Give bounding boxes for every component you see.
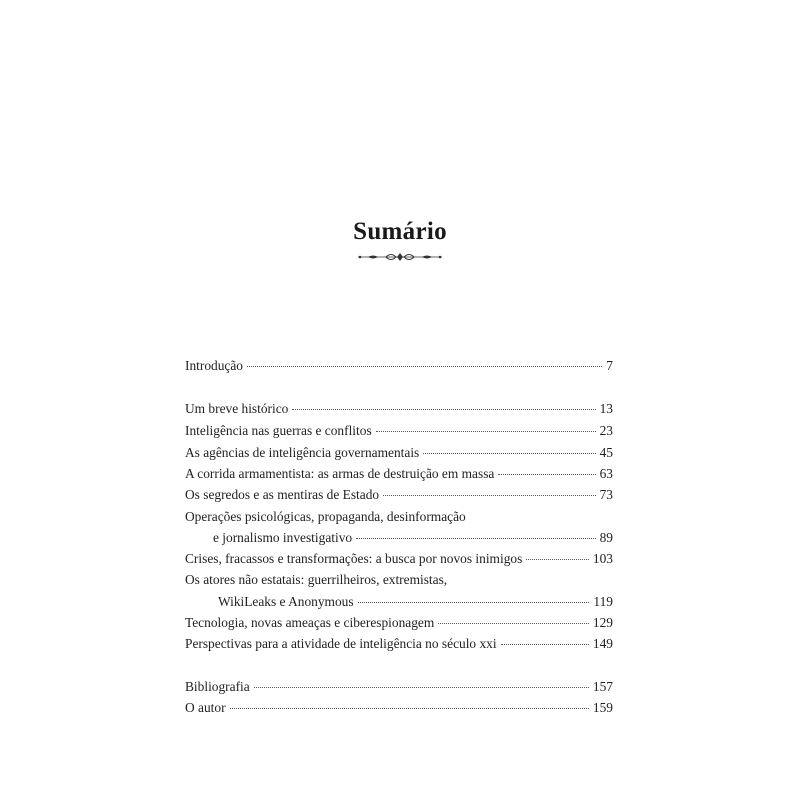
dot-leader [376, 431, 596, 432]
toc-entry-autor[interactable] [185, 698, 613, 718]
toc-entry-introducao[interactable] [185, 356, 613, 376]
toc-entry-perspectivas[interactable] [185, 634, 613, 654]
toc-entry-label: Um breve histórico [185, 401, 289, 416]
toc-entry-agencias[interactable] [185, 443, 613, 463]
toc-entry-label: Os segredos e as mentiras de Estado [185, 487, 380, 502]
dot-leader [254, 687, 589, 688]
toc-entry-page: 149 [592, 636, 613, 651]
toc-entry-label: Tecnologia, novas ameaças e ciberespionagem [185, 615, 435, 630]
toc-entry-page: 103 [592, 551, 613, 566]
dot-leader [526, 559, 589, 560]
toc-entry-operacoes[interactable] [213, 528, 613, 548]
dot-leader [498, 474, 595, 475]
toc-entry-label: Bibliografia [185, 679, 250, 694]
toc-entry-corrida[interactable] [185, 464, 613, 484]
toc-entry-label: A corrida armamentista: as armas de destruição em massa [185, 466, 495, 481]
toc-entry-tecnologia[interactable] [185, 613, 613, 633]
toc-entry-guerras[interactable] [185, 421, 613, 441]
dot-leader [356, 538, 596, 539]
toc-entry-label: As agências de inteligência governamentais [185, 445, 420, 460]
dot-leader [358, 602, 590, 603]
dot-leader [423, 453, 595, 454]
toc-entry-page: 45 [599, 445, 613, 460]
dot-leader [438, 623, 589, 624]
toc-entry-breve-historico[interactable] [185, 399, 613, 419]
toc-entry-segredos[interactable] [185, 485, 613, 505]
toc-entry-label: Crises, fracassos e transformações: a busca por novos inimigos [185, 551, 523, 566]
dot-leader [383, 495, 595, 496]
toc-entry-label: Perspectivas para a atividade de inteligência no século xxi [185, 636, 497, 651]
toc-entry-crises[interactable] [185, 549, 613, 569]
dot-leader [230, 708, 589, 709]
toc-entry-label: e jornalismo investigativo [213, 530, 353, 545]
toc-entry-page: 129 [592, 615, 613, 630]
dot-leader [292, 409, 595, 410]
toc-entry-operacoes-line1[interactable]: Operações psicológicas, propaganda, desinformação [185, 509, 466, 524]
toc-entry-page: 23 [599, 423, 613, 438]
toc-entry-label: Inteligência nas guerras e conflitos [185, 423, 372, 438]
toc-entry-page: 63 [599, 466, 613, 481]
ornament-divider-icon [356, 250, 444, 264]
toc-entry-page: 7 [606, 358, 613, 373]
dot-leader [247, 366, 602, 367]
toc-entry-page: 159 [592, 700, 613, 715]
toc-entry-label: O autor [185, 700, 226, 715]
dot-leader [501, 644, 589, 645]
page-title: Sumário [353, 218, 447, 245]
toc-entry-page: 157 [592, 679, 613, 694]
toc-entry-atores[interactable] [218, 592, 613, 612]
toc-entry-label: WikiLeaks e Anonymous [218, 594, 354, 609]
toc-entry-atores-line1[interactable]: Os atores não estatais: guerrilheiros, extremistas, [185, 572, 448, 587]
toc-entry-page: 73 [599, 487, 613, 502]
toc-entry-page: 13 [599, 401, 613, 416]
toc-entry-label: Introdução [185, 358, 244, 373]
toc-entry-page: 89 [599, 530, 613, 545]
toc-entry-page: 119 [593, 594, 613, 609]
toc-entry-bibliografia[interactable] [185, 677, 613, 697]
